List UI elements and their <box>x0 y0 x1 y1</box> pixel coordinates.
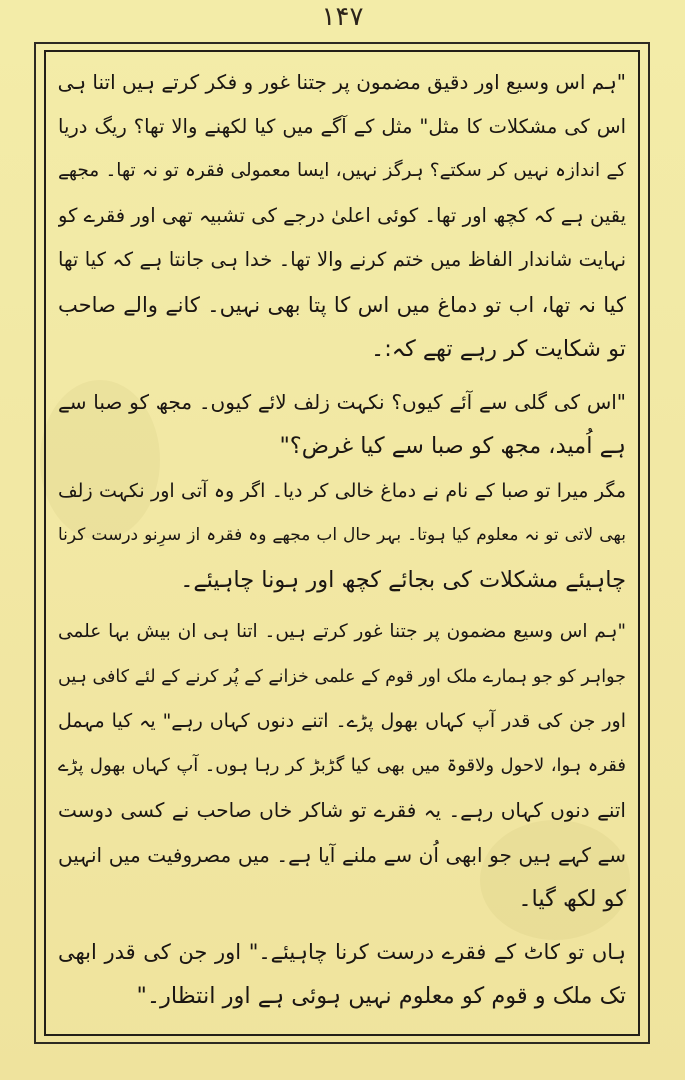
text-line: مگر میرا تو صبا کے نام نے دماغ خالی کر دیا۔ اگر وہ آتی اور نکہت زلف <box>58 479 626 502</box>
text-line: "ہم اس وسیع اور دقیق مضمون پر جتنا غور و فکر کرتے ہیں اتنا ہی <box>58 70 626 94</box>
text-line: جواہر کو جو ہمارے ملک اور قوم کے علمی خزانے کے پُر کرنے کے لئے کافی ہیں <box>58 666 626 687</box>
text-line: "ہم اس وسیع مضمون پر جتنا غور کرتے ہیں۔ اتنا ہی ان بیش بہا علمی <box>58 621 626 642</box>
page-body-text <box>58 60 626 1009</box>
paragraph-4 <box>58 610 626 922</box>
text-line: چاہیئے مشکلات کی بجائے کچھ اور ہونا چاہیئے۔ <box>180 566 626 593</box>
paragraph-5 <box>58 930 626 1019</box>
text-line: اور جن کی قدر آپ کہاں بھول پڑے۔ اتنے دنوں کہاں رہے" یہ کیا مہمل <box>58 710 626 732</box>
text-line: بھی لاتی تو نہ معلوم کیا ہوتا۔ بہر حال اب مجھے وہ فقرہ از سرِنو درست کرنا <box>58 525 626 545</box>
text-line: اس کی مشکلات کا مثل" مثل کے آگے میں کیا لکھنے والا تھا؟ ریگ دریا <box>58 114 626 138</box>
text-line: کو لکھ گیا۔ <box>518 886 626 912</box>
text-line: اتنے دنوں کہاں رہے۔ یہ فقرے تو شاکر خاں صاحب نے کسی دوست <box>58 798 626 822</box>
text-line: یقین ہے کہ کچھ اور تھا۔ کوئی اعلیٰ درجے کی تشبیہ تھی اور فقرے کو <box>58 203 626 227</box>
paragraph-3 <box>58 469 626 603</box>
text-line: ہے اُمید، مجھ کو صبا سے کیا غرض؟" <box>279 433 626 459</box>
text-line: تو شکایت کر رہے تھے کہ:۔ <box>371 336 626 362</box>
paragraph-1 <box>58 60 626 372</box>
text-line: "اس کی گلی سے آئے کیوں؟ نکہت زلف لائے کیوں۔ مجھ کو صبا سے <box>58 389 626 414</box>
text-line: کیا نہ تھا، اب تو دماغ میں اس کا پتا بھی نہیں۔ کانے والے صاحب <box>58 292 626 317</box>
text-line: فقرہ ہوا، لاحول ولاقوۃ میں بھی کیا گڑبڑ کر رہا ہوں۔ آپ کہاں بھول پڑے <box>58 754 626 776</box>
text-line: کے اندازہ نہیں کر سکتے؟ ہرگز نہیں، ایسا معمولی فقرہ تو نہ تھا۔ مجھے <box>58 160 626 181</box>
text-line: نہایت شاندار الفاظ میں ختم کرنے والا تھا۔ خدا ہی جانتا ہے کہ کیا تھا <box>58 248 626 271</box>
text-line: سے کہے ہیں جو ابھی اُن سے ملنے آیا ہے۔ میں مصروفیت میں انہیں <box>58 842 626 867</box>
paragraph-2 <box>58 380 626 469</box>
page-number: ۱۴۷ <box>321 2 364 32</box>
text-line: ہاں تو کاٹ کے فقرے درست کرنا چاہیئے۔" اور جن کی قدر ابھی <box>58 939 626 964</box>
text-line: تک ملک و قوم کو معلوم نہیں ہوئی ہے اور انتظار۔" <box>136 983 626 1009</box>
